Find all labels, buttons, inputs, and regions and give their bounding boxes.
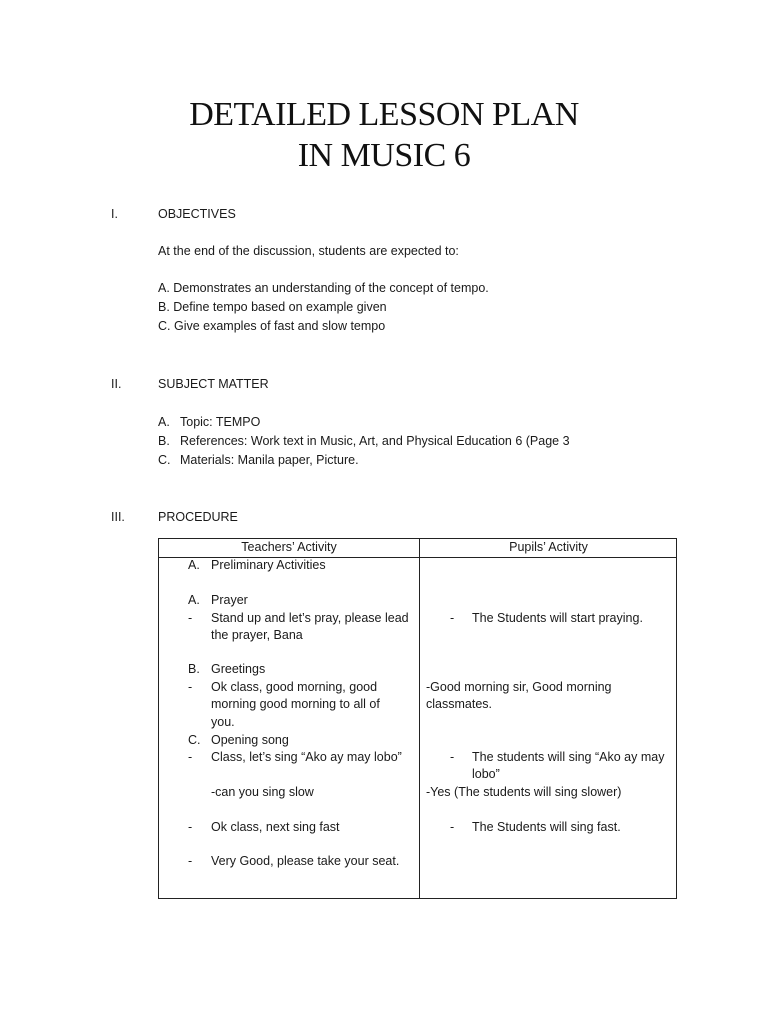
section-3-heading: PROCEDURE xyxy=(158,510,238,524)
subject-item-letter: A. xyxy=(158,415,170,429)
teacher-sing-slow: -can you sing slow xyxy=(211,785,314,799)
pupil-sing-line: The students will sing “Ako ay may xyxy=(472,750,665,764)
teacher-dash: - xyxy=(188,820,193,834)
teacher-sing-fast: Ok class, next sing fast xyxy=(211,820,340,834)
pupil-dash: - xyxy=(450,820,455,834)
pupil-dash: - xyxy=(450,611,455,625)
teacher-song-line: Class, let’s sing “Ako ay may lobo” xyxy=(211,750,402,764)
teacher-dash: - xyxy=(188,611,193,625)
subject-item-text: Topic: TEMPO xyxy=(180,415,261,429)
section-3-numeral: III. xyxy=(111,510,125,524)
teacher-dash: - xyxy=(188,680,193,694)
pupil-praying: The Students will start praying. xyxy=(472,611,643,625)
section-1-heading: OBJECTIVES xyxy=(158,207,236,221)
section-2-heading: SUBJECT MATTER xyxy=(158,377,269,391)
objectives-intro: At the end of the discussion, students are expected to: xyxy=(158,244,459,258)
objective-item: B. Define tempo based on example given xyxy=(158,300,387,314)
teacher-greet-line: morning good morning to all of xyxy=(211,697,380,711)
objective-item: C. Give examples of fast and slow tempo xyxy=(158,319,386,333)
teachers-activity-header: Teachers’ Activity xyxy=(241,540,337,554)
objective-item: A. Demonstrates an understanding of the concept of tempo. xyxy=(158,281,489,295)
teacher-opening-song: Opening song xyxy=(211,733,289,747)
subject-item-text: Materials: Manila paper, Picture. xyxy=(180,453,359,467)
pupil-sing-slower: -Yes (The students will sing slower) xyxy=(426,785,622,799)
title-line-1: DETAILED LESSON PLAN xyxy=(189,96,579,133)
teacher-letter: C. xyxy=(188,733,201,747)
teacher-letter: A. xyxy=(188,558,200,572)
section-2-numeral: II. xyxy=(111,377,122,391)
teacher-greetings: Greetings xyxy=(211,662,266,676)
teacher-dash: - xyxy=(188,854,193,868)
pupils-activity-header: Pupils’ Activity xyxy=(509,540,588,554)
teacher-prayer-line: the prayer, Bana xyxy=(211,628,303,642)
section-1-numeral: I. xyxy=(111,207,118,221)
teacher-prayer: Prayer xyxy=(211,593,248,607)
teacher-greet-line: you. xyxy=(211,715,235,729)
teacher-take-seat: Very Good, please take your seat. xyxy=(211,854,400,868)
procedure-table xyxy=(158,538,677,899)
teacher-dash: - xyxy=(188,750,193,764)
table-column-divider xyxy=(419,539,420,898)
pupil-dash: - xyxy=(450,750,455,764)
teacher-letter: B. xyxy=(188,662,200,676)
title-line-2: IN MUSIC 6 xyxy=(297,137,471,174)
teacher-preliminary: Preliminary Activities xyxy=(211,558,326,572)
subject-item-text: References: Work text in Music, Art, and Physical Education 6 (Page 3 xyxy=(180,434,570,448)
teacher-letter: A. xyxy=(188,593,200,607)
subject-item-letter: B. xyxy=(158,434,170,448)
pupil-greet-line: -Good morning sir, Good morning xyxy=(426,680,612,694)
teacher-prayer-line: Stand up and let’s pray, please lead xyxy=(211,611,409,625)
pupil-greet-line: classmates. xyxy=(426,697,492,711)
subject-item-letter: C. xyxy=(158,453,171,467)
pupil-sing-fast: The Students will sing fast. xyxy=(472,820,621,834)
teacher-greet-line: Ok class, good morning, good xyxy=(211,680,378,694)
pupil-sing-line: lobo” xyxy=(472,767,500,781)
